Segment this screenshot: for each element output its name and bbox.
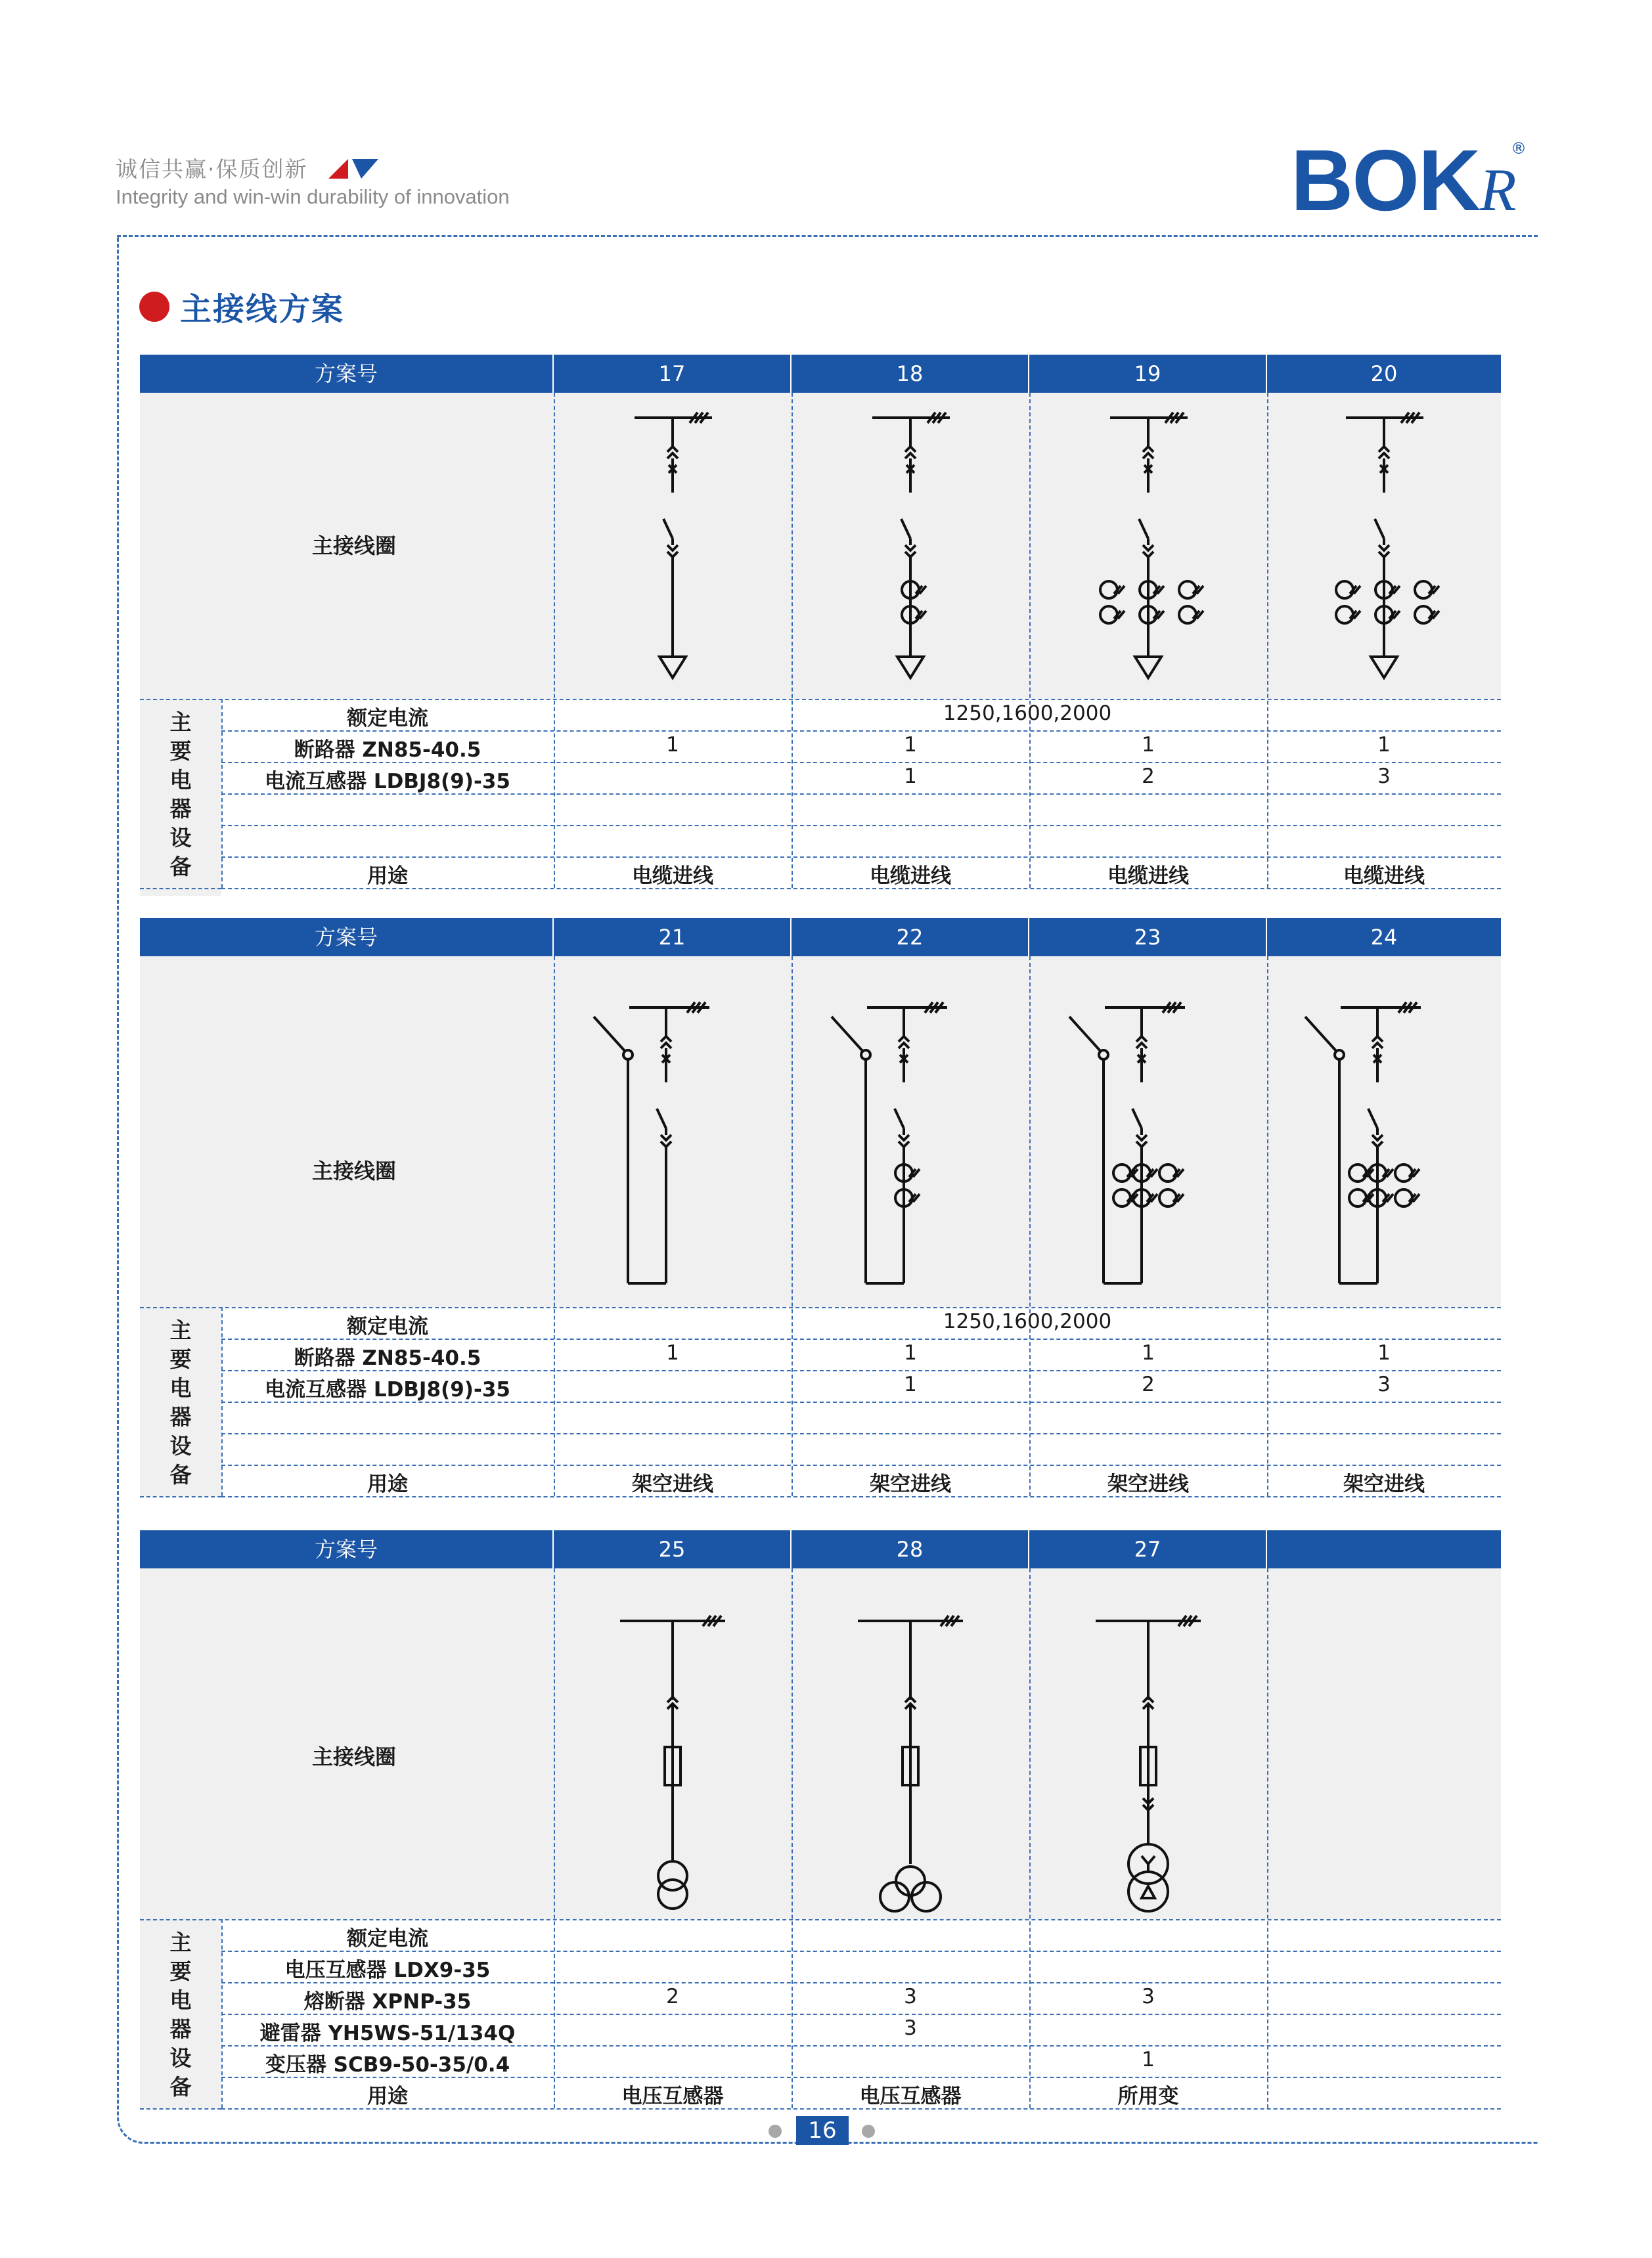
grid-line bbox=[140, 1919, 1501, 1920]
table-cell: 3 bbox=[1377, 1373, 1391, 1396]
equipment-side-label: 主 要 电 器 设 备 bbox=[169, 1930, 192, 2100]
scheme-number: 20 bbox=[1370, 361, 1398, 386]
table-cell: 1 bbox=[904, 764, 917, 788]
row-label: 电压互感器 LDX9-35 bbox=[284, 1959, 491, 1982]
scheme-label: 方案号 bbox=[314, 361, 378, 386]
table-cell: 1 bbox=[1142, 733, 1155, 757]
table-header bbox=[140, 1530, 1501, 1568]
grid-line bbox=[221, 825, 1501, 826]
table-header bbox=[140, 355, 1501, 393]
scheme-table-1 bbox=[140, 355, 1501, 896]
rated-current-value: 1250,1600,2000 bbox=[943, 1310, 1112, 1333]
scheme-number: 18 bbox=[896, 361, 924, 386]
table-cell: 3 bbox=[1377, 764, 1391, 788]
table-cell: 1 bbox=[1377, 733, 1391, 757]
grid-line bbox=[140, 1496, 221, 1497]
scheme-label: 方案号 bbox=[314, 1537, 378, 1562]
usage-cell: 架空进线 bbox=[1107, 1472, 1189, 1496]
table-cell: 1 bbox=[1142, 1341, 1155, 1365]
table-cell: 1 bbox=[904, 733, 917, 757]
grid-line bbox=[1267, 1568, 1268, 2108]
table-cell: 3 bbox=[904, 2016, 917, 2040]
single-line-diagram bbox=[812, 1595, 1009, 1903]
section-title: 主接线方案 bbox=[180, 291, 345, 328]
usage-cell: 电压互感器 bbox=[859, 2085, 962, 2108]
slogan-chinese: 诚信共赢·保质创新 bbox=[116, 156, 308, 182]
scheme-number: 27 bbox=[1134, 1537, 1161, 1562]
row-label: 额定电流 bbox=[347, 707, 428, 730]
rated-current-value: 1250,1600,2000 bbox=[943, 701, 1112, 725]
usage-cell: 电缆进线 bbox=[1343, 864, 1425, 888]
table-cell: 1 bbox=[666, 733, 679, 757]
table-cell: 1 bbox=[904, 1373, 917, 1396]
brand-logo: BOKR bbox=[1291, 132, 1515, 229]
usage-cell: 架空进线 bbox=[1343, 1472, 1425, 1496]
table-cell: 2 bbox=[1142, 764, 1155, 788]
scheme-number: 28 bbox=[896, 1537, 924, 1562]
equipment-side-label: 主 要 电 器 设 备 bbox=[169, 709, 192, 879]
table-cell: 1 bbox=[904, 1341, 917, 1365]
usage-cell: 电缆进线 bbox=[870, 864, 951, 888]
grid-line bbox=[140, 2108, 221, 2110]
section-heading bbox=[139, 284, 344, 329]
grid-line bbox=[792, 393, 793, 888]
usage-cell: 所用变 bbox=[1117, 2085, 1179, 2108]
grid-line bbox=[221, 1433, 1501, 1434]
slogan-english: Integrity and win-win durability of innovation bbox=[116, 185, 510, 208]
diagram-label: 主接线圈 bbox=[312, 1159, 397, 1184]
footer-dot-icon bbox=[862, 2125, 875, 2138]
grid-line bbox=[140, 888, 221, 889]
single-line-diagram bbox=[574, 393, 771, 682]
table-body bbox=[140, 1568, 1501, 2108]
diagram-label: 主接线圈 bbox=[312, 1744, 397, 1769]
row-label: 电流互感器 LDBJ8(9)-35 bbox=[265, 770, 510, 793]
single-line-diagram bbox=[561, 983, 784, 1298]
grid-line bbox=[140, 1307, 1501, 1308]
diagram-label: 主接线圈 bbox=[312, 533, 397, 558]
scheme-number: 23 bbox=[1134, 925, 1161, 950]
registered-mark: ® bbox=[1511, 139, 1527, 158]
single-line-diagram bbox=[799, 983, 1022, 1298]
row-label: 断路器 ZN85-40.5 bbox=[294, 738, 481, 762]
single-line-diagram bbox=[1037, 983, 1260, 1298]
usage-label: 用途 bbox=[367, 864, 408, 888]
scheme-number: 21 bbox=[658, 925, 686, 950]
brand-flag-icon bbox=[328, 158, 378, 180]
scheme-table-2 bbox=[140, 918, 1501, 1496]
grid-line bbox=[554, 1568, 555, 2108]
scheme-label: 方案号 bbox=[314, 925, 378, 950]
single-line-diagram bbox=[1050, 393, 1247, 682]
page-number: 16 bbox=[796, 2116, 849, 2145]
grid-line bbox=[140, 699, 1501, 700]
row-label: 断路器 ZN85-40.5 bbox=[294, 1346, 481, 1370]
single-line-diagram bbox=[1285, 393, 1483, 682]
single-line-diagram bbox=[1050, 1595, 1247, 1903]
single-line-diagram bbox=[812, 393, 1009, 682]
grid-line bbox=[554, 956, 555, 1496]
single-line-diagram bbox=[574, 1595, 771, 1903]
row-label: 变压器 SCB9-50-35/0.4 bbox=[265, 2053, 510, 2077]
grid-line bbox=[221, 856, 1501, 858]
table-header bbox=[140, 918, 1501, 956]
table-cell: 1 bbox=[666, 1341, 679, 1365]
single-line-diagram bbox=[1272, 983, 1496, 1298]
scheme-number: 22 bbox=[896, 925, 924, 950]
scheme-number bbox=[1267, 1530, 1501, 1568]
scheme-number: 19 bbox=[1134, 361, 1161, 386]
equipment-side-label: 主 要 电 器 设 备 bbox=[169, 1317, 192, 1488]
table-cell: 1 bbox=[1142, 2048, 1155, 2071]
scheme-table-3 bbox=[140, 1530, 1501, 2108]
bullet-dot-icon bbox=[139, 292, 169, 322]
row-label: 电流互感器 LDBJ8(9)-35 bbox=[265, 1378, 510, 1402]
table-body bbox=[140, 956, 1501, 1496]
grid-line bbox=[1029, 393, 1031, 888]
row-label: 额定电流 bbox=[347, 1927, 428, 1951]
row-label: 避雷器 YH5WS-51/134Q bbox=[259, 2022, 516, 2045]
scheme-number: 24 bbox=[1370, 925, 1398, 950]
grid-line bbox=[1029, 956, 1031, 1496]
usage-label: 用途 bbox=[367, 2085, 408, 2108]
table-body bbox=[140, 393, 1501, 896]
table-cell: 2 bbox=[666, 1985, 679, 2008]
scheme-number: 17 bbox=[658, 361, 686, 386]
grid-line bbox=[792, 956, 793, 1496]
row-label: 额定电流 bbox=[347, 1315, 428, 1339]
row-label: 熔断器 XPNP-35 bbox=[303, 1990, 472, 2014]
grid-line bbox=[1029, 1568, 1031, 2108]
table-cell: 3 bbox=[1142, 1985, 1155, 2008]
footer-dot-icon bbox=[769, 2125, 782, 2138]
usage-cell: 电压互感器 bbox=[621, 2085, 724, 2108]
table-cell: 1 bbox=[1377, 1341, 1391, 1365]
usage-cell: 架空进线 bbox=[870, 1472, 951, 1496]
usage-cell: 电缆进线 bbox=[632, 864, 713, 888]
usage-label: 用途 bbox=[367, 1472, 408, 1496]
grid-line bbox=[221, 1465, 1501, 1466]
usage-cell: 电缆进线 bbox=[1107, 864, 1189, 888]
grid-line bbox=[554, 393, 555, 888]
scheme-number: 25 bbox=[658, 1537, 686, 1562]
table-cell: 2 bbox=[1142, 1373, 1155, 1396]
usage-cell: 架空进线 bbox=[632, 1472, 713, 1496]
table-cell: 3 bbox=[904, 1985, 917, 2008]
grid-line bbox=[1267, 393, 1268, 888]
grid-line bbox=[1267, 956, 1268, 1496]
